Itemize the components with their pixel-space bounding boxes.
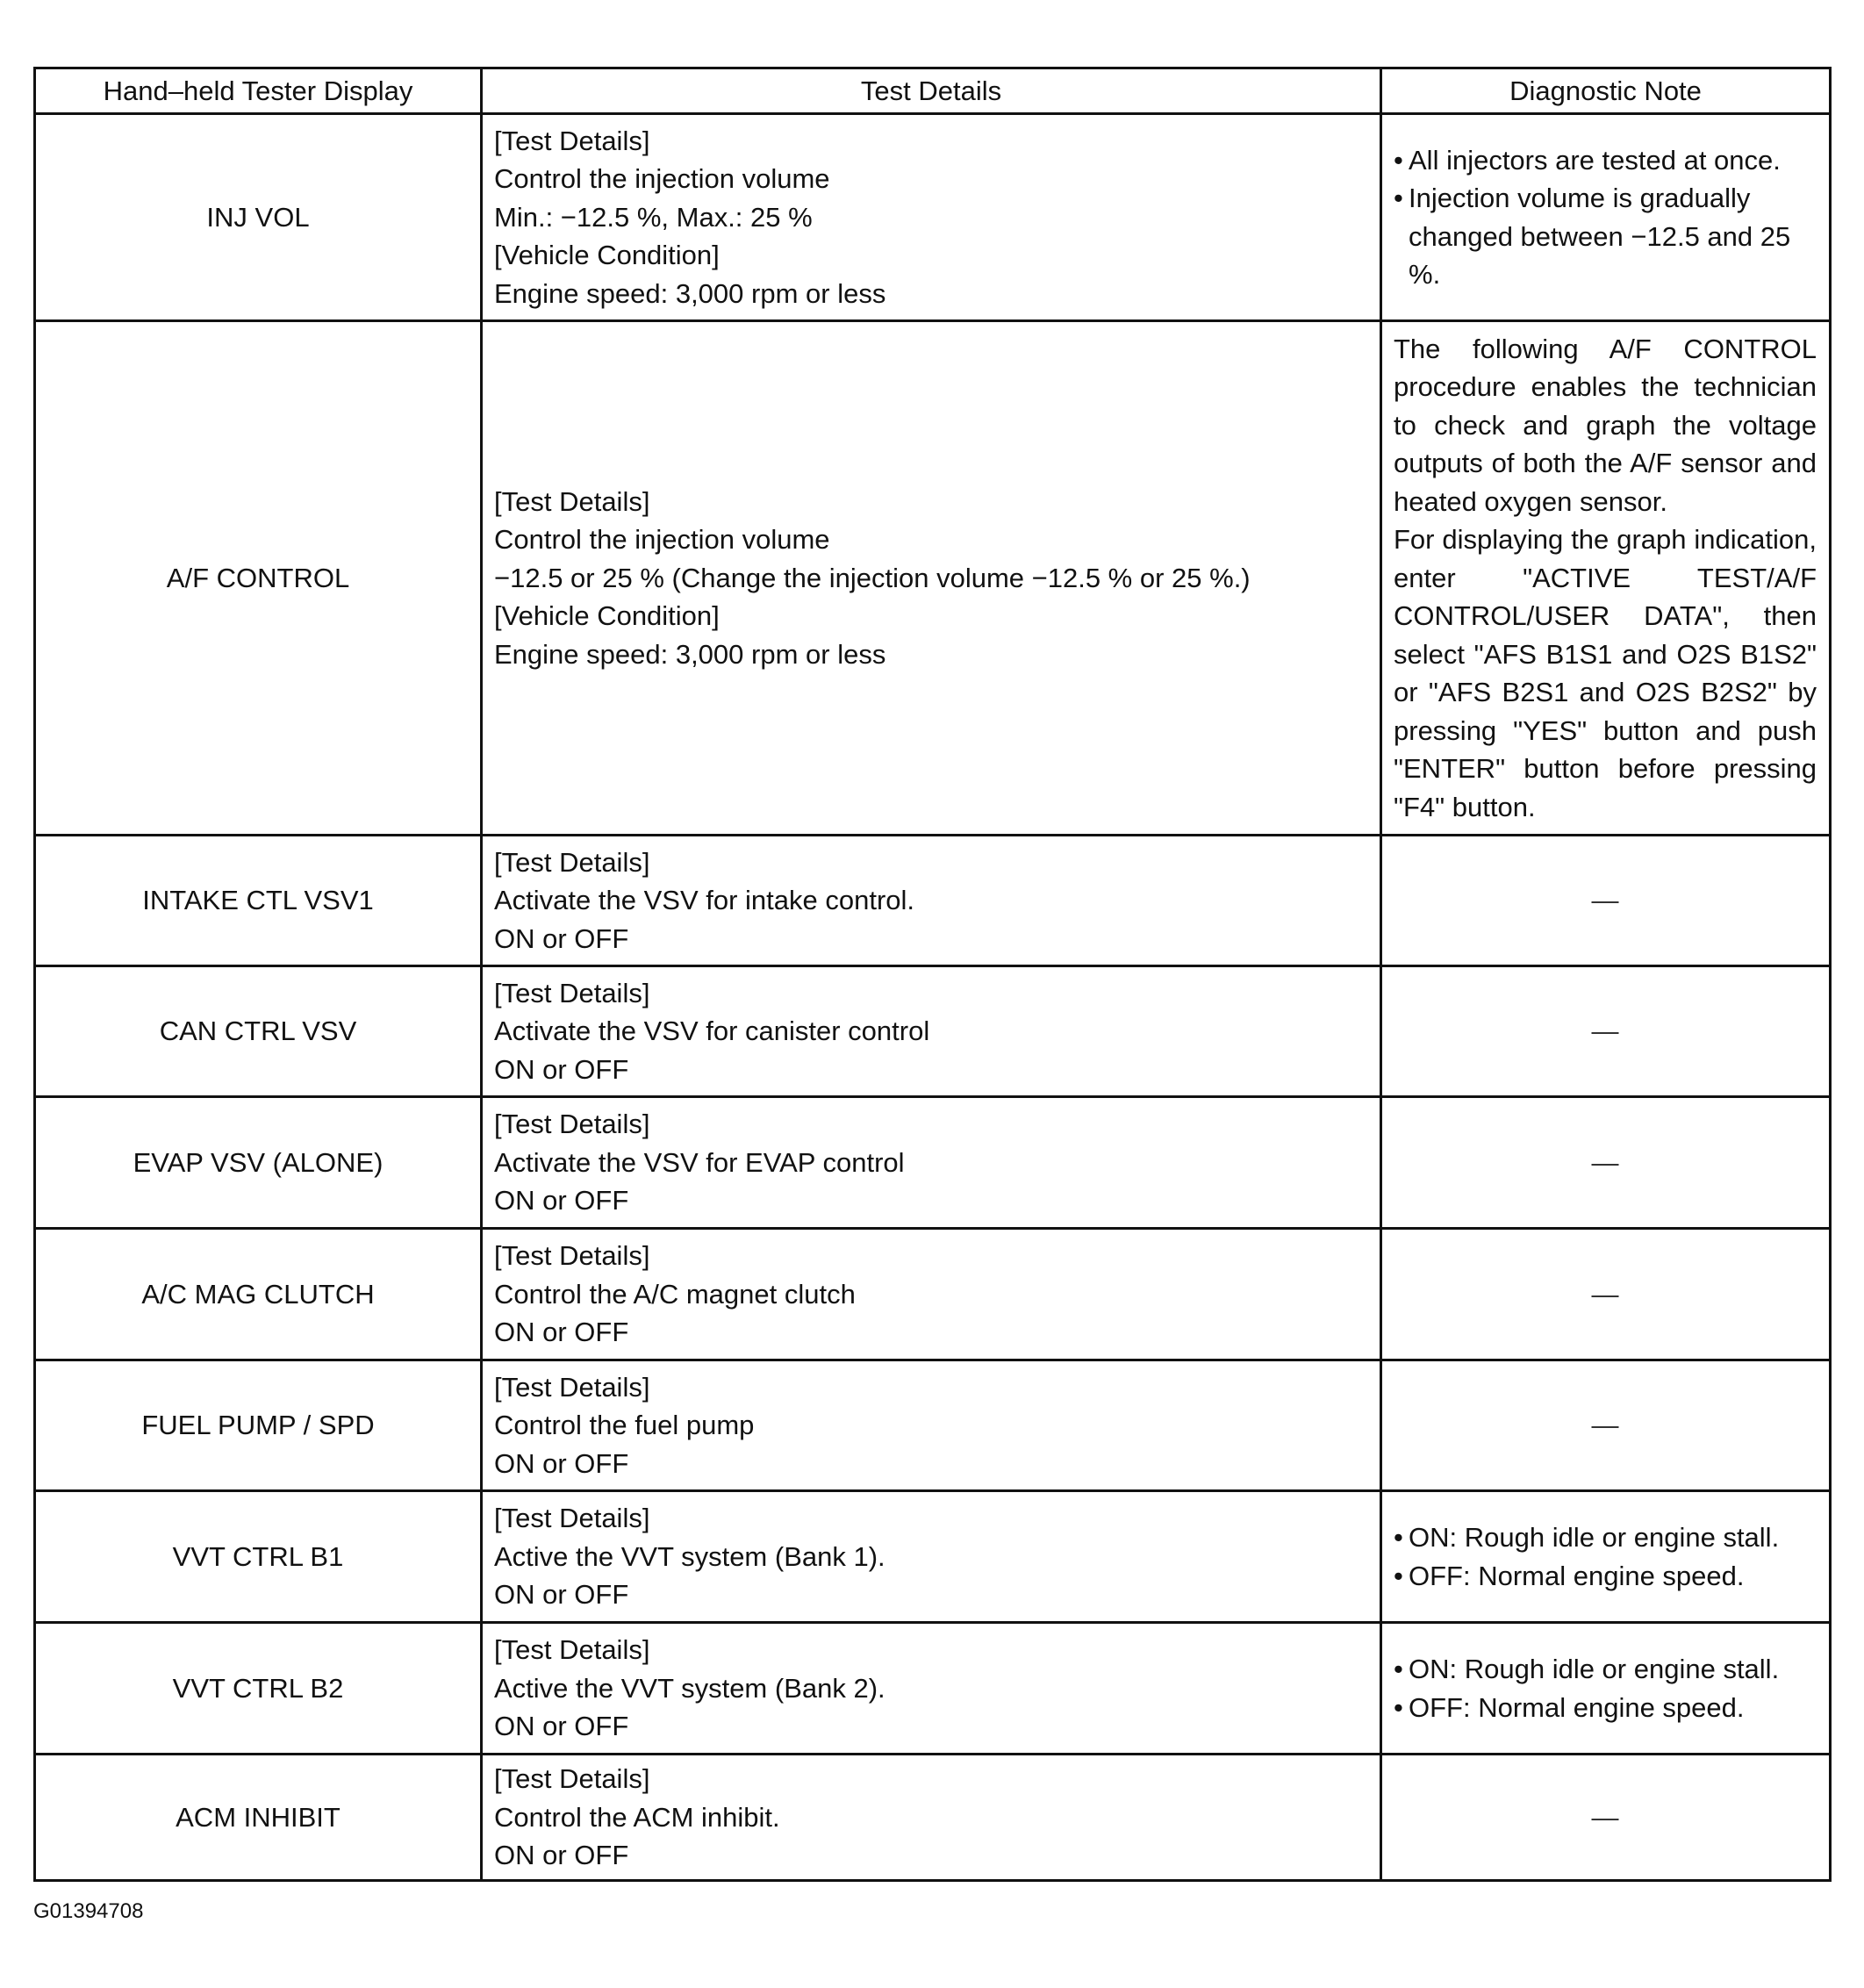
diagnostic-note-cell — [1381, 1491, 1831, 1623]
diagnostic-note-cell — [1381, 966, 1831, 1097]
tester-display-cell: INTAKE CTL VSV1 — [35, 836, 482, 966]
note-paragraph: For displaying the graph indication, enter "ACTIVE TEST/A/F CONTROL/USER DATA", then select "AFS B1S1 and O2S B1S2" or "AFS B2S1 and O2S B2S2" by pressing "YES" button and push "ENTER" button before pressing "F4" button. — [1394, 524, 1817, 822]
note-bullet: • ON: Rough idle or engine stall. — [1394, 1650, 1817, 1689]
details-line: ON or OFF — [494, 1447, 629, 1479]
table-row — [35, 1491, 1831, 1623]
note-dash: — — [1591, 885, 1619, 916]
diagnostic-note-cell — [1381, 1755, 1831, 1881]
details-line: Active the VVT system (Bank 1). — [494, 1540, 885, 1572]
note-dash: — — [1591, 1146, 1619, 1178]
diagnostic-note-cell — [1381, 1360, 1831, 1491]
header-tester-display: Hand–held Tester Display — [35, 68, 482, 114]
header-diagnostic-note: Diagnostic Note — [1381, 68, 1831, 114]
details-line: [Test Details] — [494, 125, 650, 156]
test-details-cell — [482, 321, 1381, 836]
test-details-cell — [482, 1360, 1381, 1491]
tester-display-cell: VVT CTRL B1 — [35, 1491, 482, 1623]
table-row — [35, 1623, 1831, 1755]
note-bullet: • OFF: Normal engine speed. — [1394, 1557, 1817, 1596]
test-details-cell — [482, 114, 1381, 321]
test-details-cell — [482, 966, 1381, 1097]
table-row — [35, 836, 1831, 966]
diagnostic-note-cell — [1381, 1229, 1831, 1360]
details-line: [Test Details] — [494, 1503, 650, 1534]
note-paragraph: The following A/F CONTROL procedure enables the technician to check and graph the voltage outputs of both the A/F sensor and heated oxygen sensor. — [1394, 333, 1817, 517]
table-row — [35, 1229, 1831, 1360]
details-line: Control the injection volume — [494, 524, 830, 556]
note-bullet: • All injectors are tested at once. — [1394, 141, 1817, 180]
tester-display-cell: INJ VOL — [35, 114, 482, 321]
note-dash: — — [1591, 1016, 1619, 1047]
details-line: ON or OFF — [494, 1579, 629, 1611]
tester-display-cell: A/F CONTROL — [35, 321, 482, 836]
details-line: ON or OFF — [494, 1711, 629, 1742]
details-line: Active the VVT system (Bank 2). — [494, 1672, 885, 1704]
figure-id: G01394708 — [33, 1899, 144, 1923]
details-line: [Vehicle Condition] — [494, 600, 720, 632]
details-line: [Test Details] — [494, 485, 650, 517]
details-line: ON or OFF — [494, 1840, 629, 1871]
diagnostic-note-cell — [1381, 321, 1831, 836]
table-row — [35, 966, 1831, 1097]
details-line: [Test Details] — [494, 977, 650, 1008]
details-line: −12.5 or 25 % (Change the injection volume −12.5 % or 25 %.) — [494, 562, 1251, 593]
details-line: Engine speed: 3,000 rpm or less — [494, 277, 886, 309]
test-details-cell — [482, 1755, 1381, 1881]
details-line: ON or OFF — [494, 922, 629, 954]
details-line: Activate the VSV for canister control — [494, 1016, 930, 1047]
note-dash: — — [1591, 1278, 1619, 1310]
table-header-row — [35, 68, 1831, 114]
note-bullet: • Injection volume is gradually changed between −12.5 and 25 %. — [1394, 179, 1817, 294]
table-row — [35, 1097, 1831, 1229]
header-test-details: Test Details — [482, 68, 1381, 114]
table-row — [35, 114, 1831, 321]
details-line: [Test Details] — [494, 1371, 650, 1403]
details-line: Control the injection volume — [494, 163, 830, 195]
details-line: [Test Details] — [494, 1634, 650, 1666]
tester-display-cell: ACM INHIBIT — [35, 1755, 482, 1881]
diagnostic-note-cell — [1381, 1097, 1831, 1229]
details-line: Min.: −12.5 %, Max.: 25 % — [494, 201, 813, 233]
details-line: Activate the VSV for EVAP control — [494, 1146, 905, 1178]
diagnostic-note-cell — [1381, 114, 1831, 321]
details-line: Control the fuel pump — [494, 1410, 755, 1441]
note-bullet: • ON: Rough idle or engine stall. — [1394, 1518, 1817, 1557]
details-line: Activate the VSV for intake control. — [494, 885, 915, 916]
tester-display-cell: VVT CTRL B2 — [35, 1623, 482, 1755]
test-details-cell — [482, 1097, 1381, 1229]
details-line: [Test Details] — [494, 1763, 650, 1795]
tester-display-cell: FUEL PUMP / SPD — [35, 1360, 482, 1491]
test-details-cell — [482, 836, 1381, 966]
table-row — [35, 321, 1831, 836]
details-line: ON or OFF — [494, 1317, 629, 1348]
active-test-table — [33, 67, 1832, 1882]
tester-display-cell: A/C MAG CLUTCH — [35, 1229, 482, 1360]
test-details-cell — [482, 1229, 1381, 1360]
table-row — [35, 1755, 1831, 1881]
test-details-cell — [482, 1491, 1381, 1623]
details-line: Control the A/C magnet clutch — [494, 1278, 856, 1310]
diagnostic-note-cell — [1381, 1623, 1831, 1755]
details-line: ON or OFF — [494, 1053, 629, 1085]
diagnostic-note-cell — [1381, 836, 1831, 966]
note-bullet: • OFF: Normal engine speed. — [1394, 1689, 1817, 1727]
tester-display-cell: EVAP VSV (ALONE) — [35, 1097, 482, 1229]
tester-display-cell: CAN CTRL VSV — [35, 966, 482, 1097]
details-line: Engine speed: 3,000 rpm or less — [494, 638, 886, 670]
test-details-cell — [482, 1623, 1381, 1755]
details-line: [Vehicle Condition] — [494, 240, 720, 271]
note-dash: — — [1591, 1410, 1619, 1441]
details-line: [Test Details] — [494, 846, 650, 878]
details-line: [Test Details] — [494, 1240, 650, 1272]
details-line: Control the ACM inhibit. — [494, 1801, 780, 1833]
details-line: ON or OFF — [494, 1185, 629, 1216]
note-dash: — — [1591, 1801, 1619, 1833]
details-line: [Test Details] — [494, 1109, 650, 1140]
table-row — [35, 1360, 1831, 1491]
